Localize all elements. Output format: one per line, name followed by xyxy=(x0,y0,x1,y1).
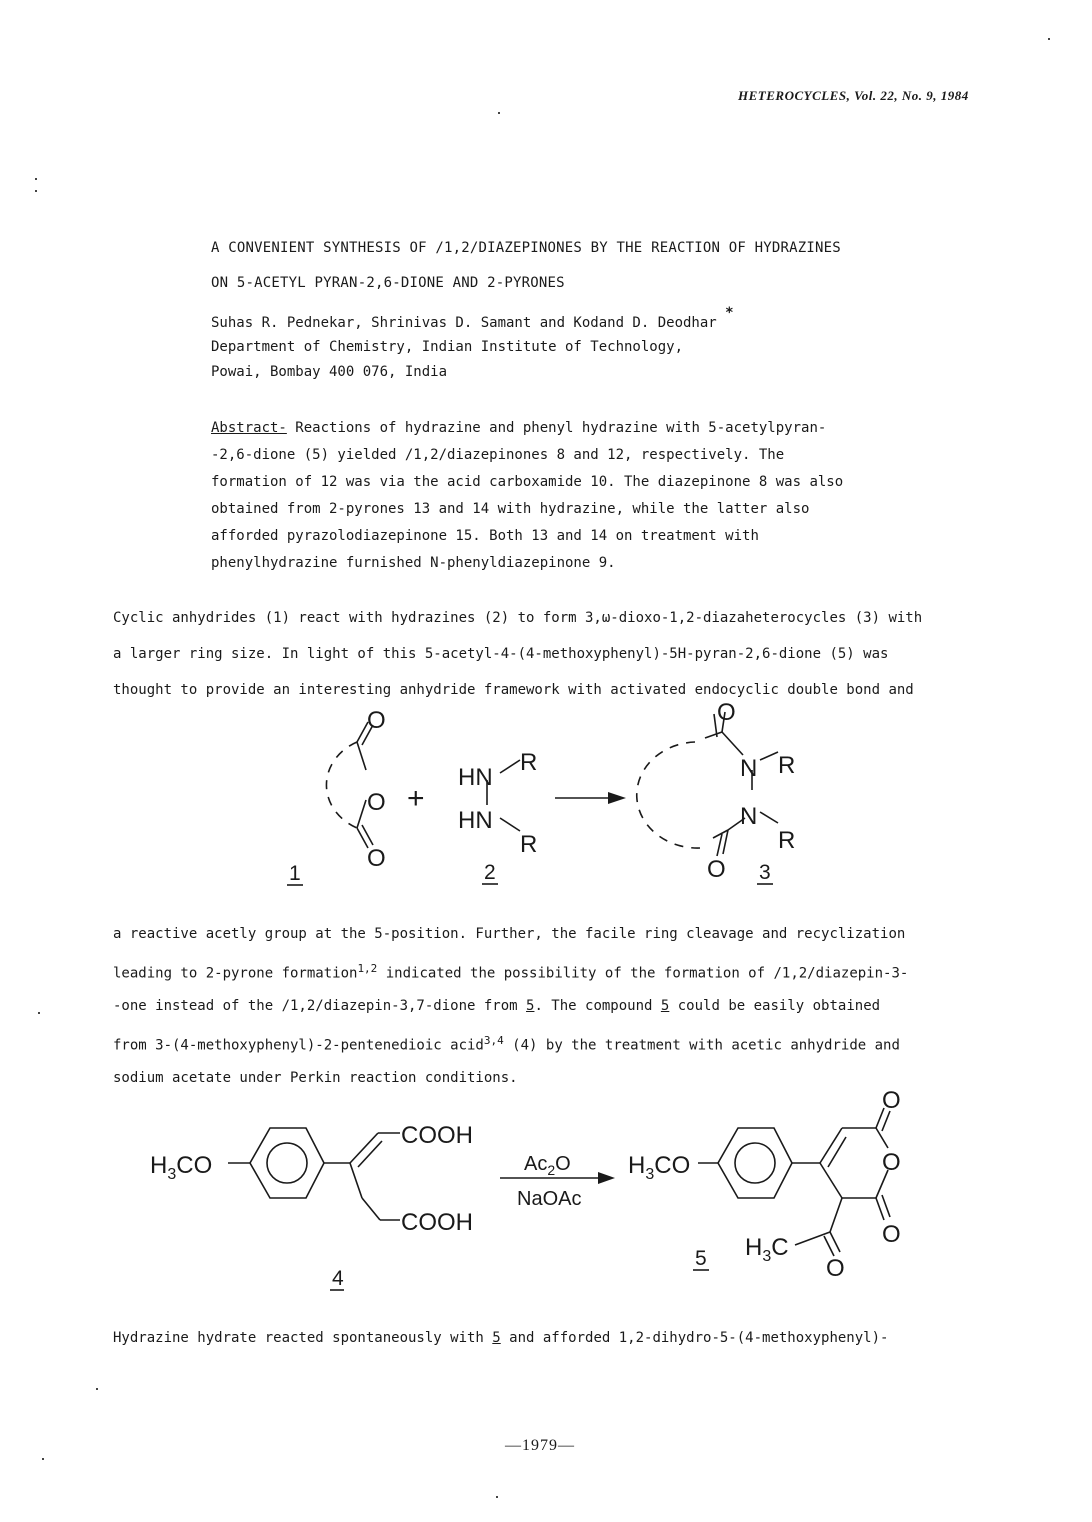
diazepine-r-top: R xyxy=(778,752,796,779)
carbonyl-oxygen-3b: O xyxy=(707,856,726,883)
body-para3-line-1 xyxy=(113,1330,888,1346)
bond xyxy=(830,1232,840,1252)
carbonyl-oxygen-1b: O xyxy=(367,845,386,872)
bond xyxy=(820,1163,842,1198)
ring-oxygen-1: O xyxy=(367,789,386,816)
bond xyxy=(820,1128,842,1163)
citation-superscript: 1,2 xyxy=(357,962,378,975)
text-segment: -one instead of the /1,2/diazepin-3,7-dione from xyxy=(113,998,527,1014)
benzene-aromatic-circle-5 xyxy=(735,1143,775,1183)
diazepine-r-bottom: R xyxy=(778,827,796,854)
compound-ref: 5 xyxy=(492,1330,501,1346)
compound-label-3: 3 xyxy=(759,861,771,884)
body-para1-line-3: thought to provide an interesting anhydride framework with activated endocyclic double bond and xyxy=(113,682,914,698)
compound-ref: 5 xyxy=(660,998,670,1014)
bond xyxy=(350,1133,378,1163)
body-para1-line-2: a larger ring size. In light of this 5-acetyl-4-(4-methoxyphenyl)-5H-pyran-2,6-dione (5) was xyxy=(113,646,889,662)
ac-atoms: Ac xyxy=(524,1153,548,1175)
scan-speck xyxy=(96,1388,98,1390)
reaction-arrow-2-head xyxy=(598,1172,615,1184)
scan-speck xyxy=(42,1458,44,1460)
methoxy-label-4 xyxy=(150,1152,212,1183)
subscript-3: 3 xyxy=(645,1166,655,1183)
bond xyxy=(350,1163,362,1198)
body-para2-line-5: sodium acetate under Perkin reaction conditions. xyxy=(113,1070,518,1086)
abstract-line-4: obtained from 2-pyrones 13 and 14 with hydrazine, while the latter also xyxy=(211,501,810,517)
diazepine-n-bottom: N xyxy=(740,803,758,830)
abstract-line-2: -2,6-dione (5) yielded /1,2/diazepinones 8 and 12, respectively. The xyxy=(211,447,785,463)
compound-label-1: 1 xyxy=(289,862,301,885)
page-number: —1979— xyxy=(505,1437,575,1454)
benzene-aromatic-circle-4 xyxy=(267,1143,307,1183)
benzene-ring-4 xyxy=(250,1128,324,1198)
co-atoms: CO xyxy=(176,1152,213,1179)
paper-title-line-1: A CONVENIENT SYNTHESIS OF /1,2/DIAZEPINONES BY THE REACTION OF HYDRAZINES xyxy=(211,240,841,256)
compound-ref: 5 xyxy=(526,998,535,1014)
ring-oxygen-5: O xyxy=(882,1149,901,1176)
acetyl-oxygen: O xyxy=(826,1255,845,1282)
bond xyxy=(882,1195,890,1217)
scan-speck xyxy=(35,190,37,192)
subscript-3: 3 xyxy=(762,1248,772,1265)
scan-speck xyxy=(35,178,37,180)
carbonyl-oxygen-3a: O xyxy=(717,699,736,726)
compound-label-4: 4 xyxy=(332,1267,344,1290)
h-atom: H xyxy=(628,1152,646,1179)
text-segment: . The compound xyxy=(534,998,661,1014)
journal-header: HETEROCYCLES, Vol. 22, No. 9, 1984 xyxy=(738,88,969,103)
hydrazine-r-top: R xyxy=(520,749,538,776)
body-para2-line-1: a reactive acetly group at the 5-position. Further, the facile ring cleavage and recyclization xyxy=(113,926,906,942)
o-atom: O xyxy=(555,1153,571,1175)
bond xyxy=(358,1141,382,1167)
reagent-naoac: NaOAc xyxy=(517,1188,582,1210)
text-segment: and afforded 1,2-dihydro-5-(4-methoxyphenyl)- xyxy=(500,1330,889,1346)
carbonyl-oxygen-5a: O xyxy=(882,1087,901,1114)
text-segment: Hydrazine hydrate reacted spontaneously with xyxy=(113,1330,493,1346)
carbonyl-oxygen-1a: O xyxy=(367,707,386,734)
text-segment: (4) by the treatment with acetic anhydride and xyxy=(503,1037,900,1054)
methoxy-label-5 xyxy=(628,1152,690,1183)
diazepine-n-top: N xyxy=(740,755,758,782)
h-atom: H xyxy=(745,1234,763,1261)
body-para1-line-1: Cyclic anhydrides (1) react with hydrazines (2) to form 3,ω-dioxo-1,2-diazaheterocycles (3) with xyxy=(113,610,923,626)
paper-title-line-2: ON 5-ACETYL PYRAN-2,6-DIONE AND 2-PYRONES xyxy=(211,275,565,291)
citation-superscript: 3,4 xyxy=(483,1034,504,1047)
acetyl-methyl-label xyxy=(745,1234,789,1265)
abstract-label: Abstract- xyxy=(211,420,287,436)
compound-label-2: 2 xyxy=(484,861,496,884)
bond xyxy=(828,1137,846,1167)
bond xyxy=(830,1198,842,1232)
benzene-ring-5 xyxy=(718,1128,792,1198)
corresponding-author-mark: * xyxy=(725,305,734,321)
carboxylic-acid-top: COOH xyxy=(401,1122,473,1149)
abstract-text-1: Reactions of hydrazine and phenyl hydrazine with 5-acetylpyran- xyxy=(295,420,827,436)
compound-label-5: 5 xyxy=(695,1247,707,1270)
bond xyxy=(362,1198,380,1220)
abstract-line-6: phenylhydrazine furnished N-phenyldiazepinone 9. xyxy=(211,555,616,571)
hydrazine-hn-bottom: HN xyxy=(458,807,493,834)
c-atom: C xyxy=(771,1234,789,1261)
affiliation-line-1: Department of Chemistry, Indian Institute of Technology, xyxy=(211,339,684,355)
h-atom: H xyxy=(150,1152,168,1179)
carbonyl-oxygen-5b: O xyxy=(882,1221,901,1248)
text-segment: from 3-(4-methoxyphenyl)-2-pentenedioic acid xyxy=(113,1037,484,1054)
bond xyxy=(824,1236,834,1256)
text-segment: indicated the possibility of the formation of /1,2/diazepin-3- xyxy=(377,965,909,982)
carboxylic-acid-bottom: COOH xyxy=(401,1209,473,1236)
subscript-3: 3 xyxy=(167,1166,177,1183)
hydrazine-hn-top: HN xyxy=(458,764,493,791)
abstract-line-3: formation of 12 was via the acid carboxamide 10. The diazepinone 8 was also xyxy=(211,474,844,490)
bond xyxy=(876,1198,884,1220)
text-segment: could be easily obtained xyxy=(669,998,881,1014)
scan-speck xyxy=(38,1012,40,1014)
scan-speck xyxy=(1048,38,1050,40)
scan-speck xyxy=(498,112,500,114)
author-names-text: Suhas R. Pednekar, Shrinivas D. Samant and Kodand D. Deodhar xyxy=(211,315,717,331)
scan-speck xyxy=(496,1496,498,1498)
co-atoms: CO xyxy=(654,1152,691,1179)
plus-sign: + xyxy=(407,782,425,815)
text-segment: leading to 2-pyrone formation xyxy=(113,965,358,982)
reagent-ac2o xyxy=(524,1153,571,1178)
bond xyxy=(882,1111,890,1131)
affiliation-line-2: Powai, Bombay 400 076, India xyxy=(211,364,448,380)
subscript-2: 2 xyxy=(547,1162,556,1178)
abstract-line-5: afforded pyrazolodiazepinone 15. Both 13 and 14 on treatment with xyxy=(211,528,759,544)
hydrazine-r-bottom: R xyxy=(520,831,538,858)
